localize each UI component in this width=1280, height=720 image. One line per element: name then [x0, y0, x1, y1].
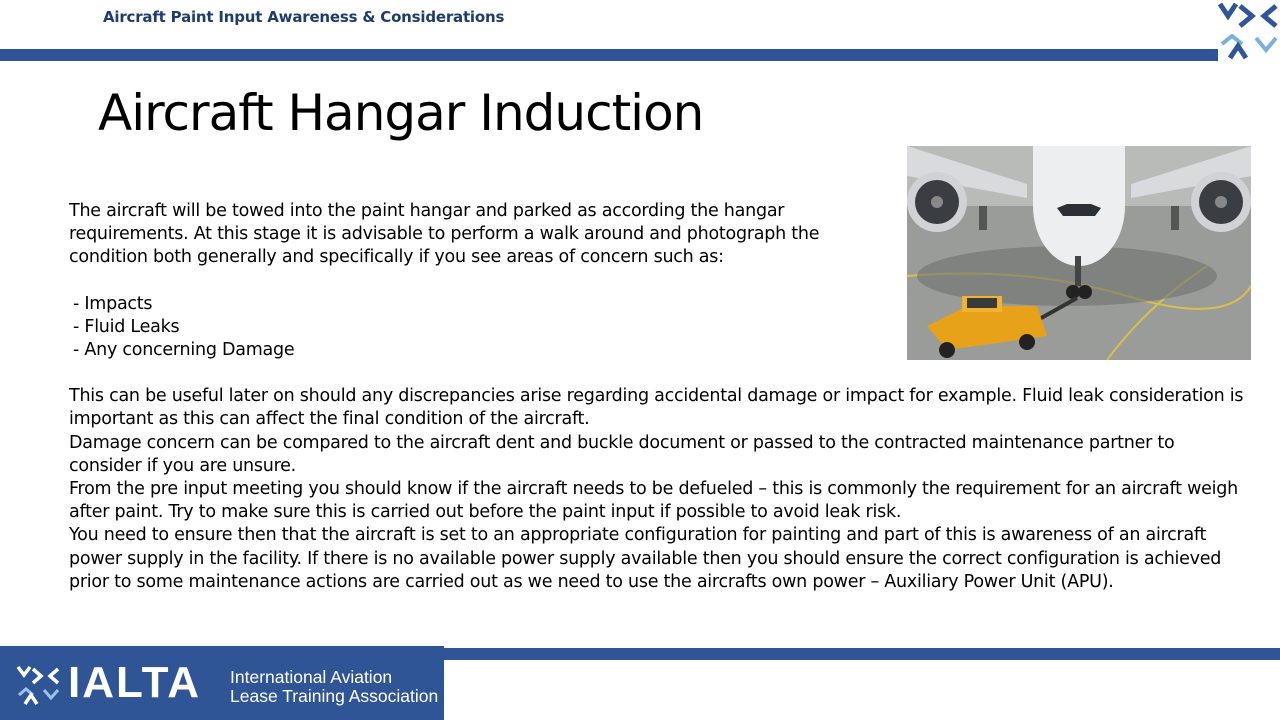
body-paragraph: From the pre input meeting you should know if the aircraft needs to be defueled – this is commonly the requirement for an aircraft weigh after paint. Try to make sure this is carried out before the paint input if possible to avoid leak risk.	[69, 479, 1238, 523]
concern-list	[69, 293, 1249, 363]
footer-subtitle-line: Lease Training Association	[230, 686, 439, 706]
footer-subtitle	[230, 668, 438, 706]
intro-paragraph: The aircraft will be towed into the paint hangar and parked as according the hangar requirements. At this stage it is advisable to perform a walk around and photograph the condition both generally and specifically if you see areas of concern such as:	[69, 201, 820, 268]
ialta-mark-icon	[16, 665, 60, 705]
top-accent-bar	[0, 49, 1218, 61]
footer-wordmark: IALTA	[68, 658, 201, 707]
bottom-accent-bar	[443, 648, 1280, 660]
footer-logo	[0, 646, 444, 720]
body-paragraph: This can be useful later on should any discrepancies arise regarding accidental damage or impact for example. Fluid leak consideration is important as this can affect the final condition of the aircraft.	[69, 386, 1244, 430]
list-item: - Impacts	[73, 293, 153, 314]
footer-subtitle-line: International Aviation	[230, 667, 393, 687]
body-paragraph: You need to ensure then that the aircraft is set to an appropriate configuration for painting and part of this is awareness of an aircraft power supply in the facility. If there is no available power supply available then you should ensure the correct configuration is achieved prior to some maintenance actions are carried out as we need to use the aircrafts own power – Auxiliary Power Unit (APU).	[69, 525, 1222, 592]
list-item: - Fluid Leaks	[73, 316, 180, 337]
header-title: Aircraft Paint Input Awareness & Considerations	[103, 8, 505, 26]
body-paragraph: Damage concern can be compared to the aircraft dent and buckle document or passed to the contracted maintenance partner to consider if you are unsure.	[69, 432, 1175, 476]
list-item: - Any concerning Damage	[73, 340, 295, 361]
ialta-mark-icon	[1216, 0, 1280, 62]
body-text	[69, 200, 1249, 594]
slide-title: Aircraft Hangar Induction	[98, 84, 704, 142]
